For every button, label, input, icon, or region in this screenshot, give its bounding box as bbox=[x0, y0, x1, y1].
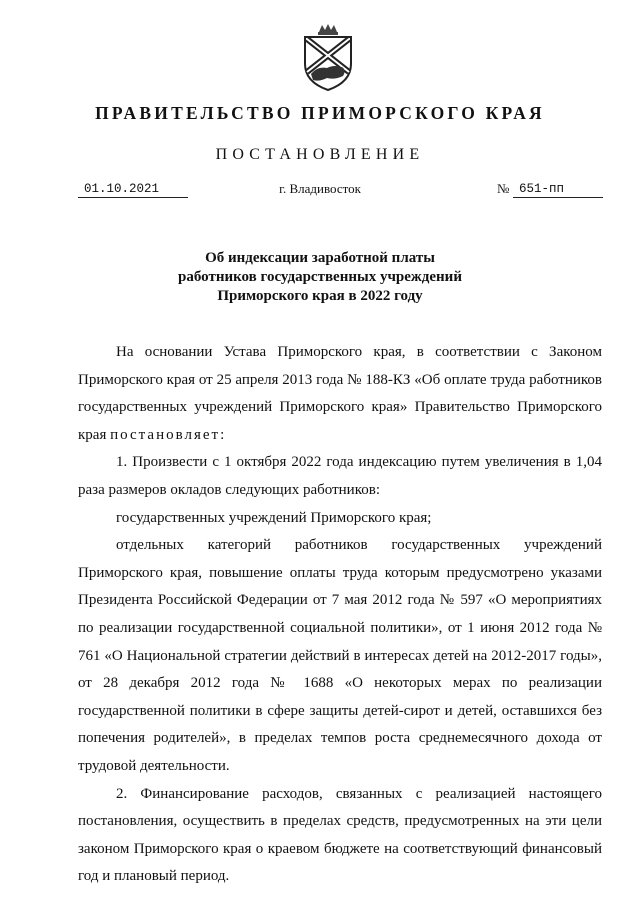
document-body bbox=[78, 339, 602, 891]
decree-word: постановляет: bbox=[110, 426, 227, 443]
document-date: 01.10.2021 bbox=[78, 182, 188, 198]
intro-text: На основании Устава Приморского края, в соответствии с Законом Приморского края от 25 апреля 2013 года № 188-КЗ «Об оплате труда работников государственных учреждений Приморского края» Правительство Приморского края bbox=[78, 344, 602, 443]
document-subject bbox=[0, 249, 640, 306]
paragraph-1a: государственных учреждений Приморского края; bbox=[116, 509, 432, 526]
paragraph-2: 2. Финансирование расходов, связанных с реализацией настоящего постановления, осуществить в пределах средств, предусмотренных на эти цели законом Приморского края о краевом бюджете на соответствующий финансовый год и плановый период. bbox=[78, 785, 602, 885]
paragraph-intro bbox=[78, 339, 602, 449]
document-city: г. Владивосток bbox=[279, 181, 361, 196]
coat-of-arms-icon bbox=[299, 22, 357, 92]
government-title: ПРАВИТЕЛЬСТВО ПРИМОРСКОГО КРАЯ bbox=[95, 103, 545, 123]
paragraph-1b: отдельных категорий работников государственных учреждений Приморского края, повышение оплаты труда которым предусмотрено указами Президента Российской Федерации от 7 мая 2012 года № 597 «О мероприятиях по реализации государственной социальной политики», от 1 июня 2012 года № 761 «О Национальной стратегии действий в интересах детей на 2012-2017 годы», от 28 декабря 2012 года № 1688 «О некоторых мерах по реализации государственной политики в сфере защиты детей-сирот и детей, оставшихся без попечения родителей», в пределах темпов роста среднемесячного дохода от трудовой деятельности. bbox=[78, 537, 602, 774]
document-type: ПОСТАНОВЛЕНИЕ bbox=[215, 146, 425, 163]
subject-line: Об индексации заработной платы bbox=[205, 250, 435, 266]
document-number: 651-пп bbox=[513, 182, 603, 198]
document-number-label: № bbox=[497, 181, 510, 196]
subject-line: работников государственных учреждений bbox=[178, 269, 462, 285]
subject-line: Приморского края в 2022 году bbox=[217, 288, 423, 304]
paragraph-1: 1. Произвести с 1 октября 2022 года индексацию путем увеличения в 1,04 раза размеров окладов следующих работников: bbox=[78, 454, 602, 498]
